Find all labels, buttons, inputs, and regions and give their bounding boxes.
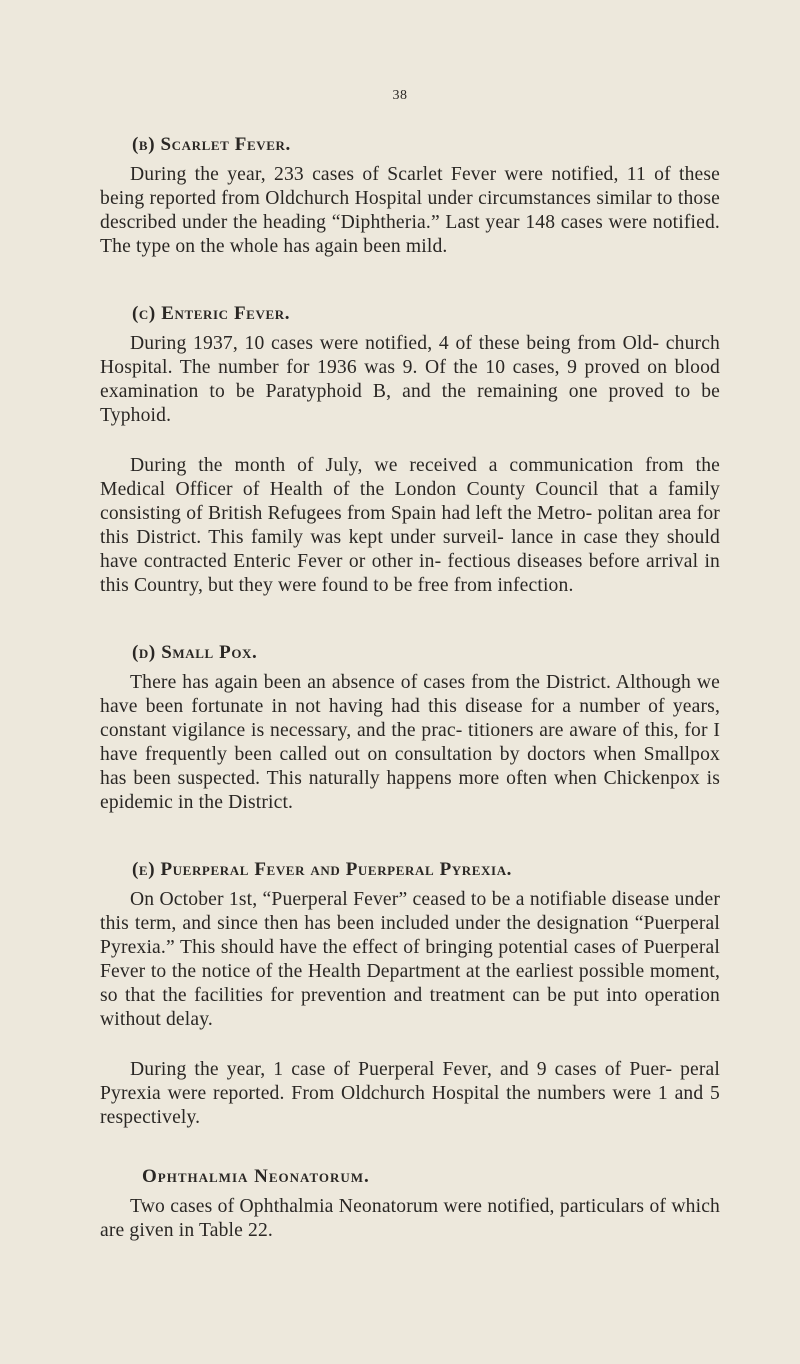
paragraph: During 1937, 10 cases were notified, 4 of these being from Old- church Hospital. The number for 1936 was 9. Of the 10 cases, 9 proved on blood examination to be Paratyphoid B, and the remaining one proved to be Typhoid.: [100, 333, 720, 426]
paragraph: During the year, 1 case of Puerperal Fever, and 9 cases of Puer- peral Pyrexia were reported. From Oldchurch Hospital the numbers were 1 and 5 respectively.: [100, 1059, 720, 1128]
section-ophthalmia-neonatorum: [100, 1164, 720, 1243]
section-heading: Ophthalmia Neonatorum.: [142, 1166, 370, 1187]
section-spacer: [100, 1130, 720, 1164]
section-spacer: [100, 815, 720, 857]
section-puerperal-fever: [100, 857, 720, 1130]
paragraph: On October 1st, “Puerperal Fever” ceased to be a notifiable disease under this term, and since then has been included under the designation “Puerperal Pyrexia.” This should have the effect of bringing potential cases of Puerperal Fever to the notice of the Health Department at the earliest possible moment, so that the facilities for prevention and treatment can be put into operation without delay.: [100, 889, 720, 1030]
paragraph: During the year, 233 cases of Scarlet Fever were notified, 11 of these being reported from Oldchurch Hospital under circumstances similar to those described under the heading “Diphtheria.” Last year 148 cases were notified. The type on the whole has again been mild.: [100, 164, 720, 257]
section-scarlet-fever: [100, 132, 720, 259]
paragraph-spacer: [100, 1032, 720, 1058]
section-heading: (c) Enteric Fever.: [132, 303, 291, 324]
section-small-pox: [100, 640, 720, 815]
paragraph: Two cases of Ophthalmia Neonatorum were notified, particulars of which are given in Table 22.: [100, 1196, 720, 1241]
section-spacer: [100, 259, 720, 301]
section-heading: (e) Puerperal Fever and Puerperal Pyrexia.: [132, 859, 513, 880]
section-heading: (b) Scarlet Fever.: [132, 134, 291, 155]
paragraph-spacer: [100, 428, 720, 454]
paragraph: During the month of July, we received a communication from the Medical Officer of Health of the London County Council that a family consisting of British Refugees from Spain had left the Metro- politan area for this District. This family was kept under surveil- lance in case they should have contracted Enteric Fever or other in- fectious diseases before arrival in this Country, but they were found to be free from infection.: [100, 455, 720, 596]
section-enteric-fever: [100, 301, 720, 598]
page-number: 38: [392, 88, 408, 103]
paragraph: There has again been an absence of cases from the District. Although we have been fortunate in not having had this disease for a number of years, constant vigilance is necessary, and the prac- titioners are aware of this, for I have frequently been called out on consultation by doctors when Smallpox has been suspected. This naturally happens more often when Chickenpox is epidemic in the District.: [100, 672, 720, 813]
page-content: [100, 132, 720, 1243]
section-spacer: [100, 598, 720, 640]
section-heading: (d) Small Pox.: [132, 642, 258, 663]
